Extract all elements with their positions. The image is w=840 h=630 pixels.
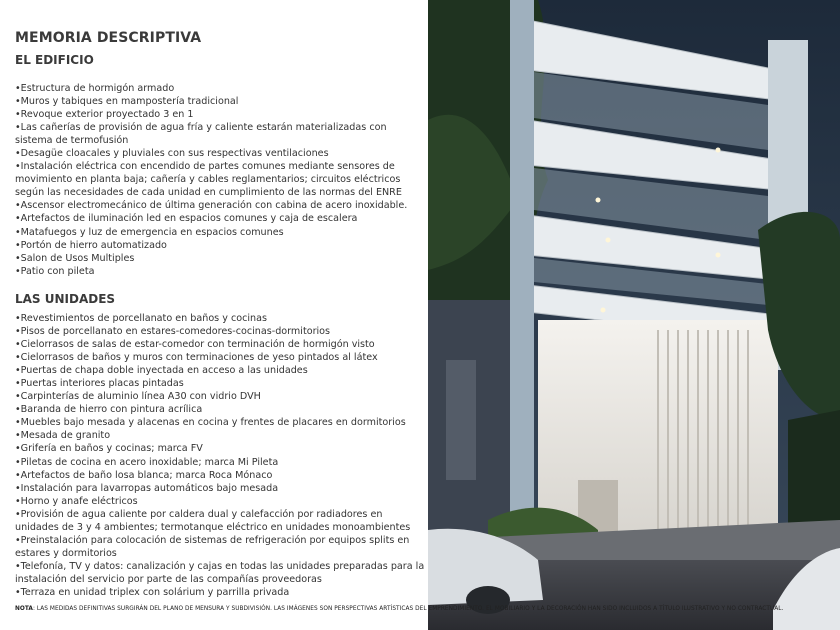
units-item: •Telefonía, TV y datos: canalización y cajas en todas las unidades preparadas para la instalación del servicio por parte de las compañías proveedoras xyxy=(15,560,425,585)
units-item: •Cielorrasos de baños y muros con terminaciones de yeso pintados al látex xyxy=(15,352,378,364)
units-item: •Artefactos de baño losa blanca; marca Roca Mónaco xyxy=(15,469,273,481)
units-item: •Provisión de agua caliente por caldera dual y calefacción por radiadores en unidades de 3 y 4 ambientes; termotanque eléctrico en unidades monoambientes xyxy=(15,508,411,533)
building-item: •Artefactos de iluminación led en espacios comunes y caja de escalera xyxy=(15,213,358,225)
page-title: MEMORIA DESCRIPTIVA xyxy=(15,30,202,46)
building-item: •Estructura de hormigón armado xyxy=(15,83,175,94)
units-item: •Piletas de cocina en acero inoxidable; marca Mi Pileta xyxy=(15,456,279,468)
building-item: •Ascensor electromecánico de última generación con cabina de acero inoxidable. xyxy=(15,200,408,212)
units-item: •Grifería en baños y cocinas; marca FV xyxy=(15,443,203,455)
building-item: •Patio con pileta xyxy=(15,265,95,277)
building-item: •Desagüe cloacales y pluviales con sus respectivas ventilaciones xyxy=(15,148,329,160)
building-item: •Muros y tabiques en mampostería tradicional xyxy=(15,96,239,108)
units-item: •Puertas interiores placas pintadas xyxy=(15,378,184,390)
units-item: •Carpinterías de aluminio línea A30 con vidrio DVH xyxy=(15,391,261,403)
building-list xyxy=(15,82,425,278)
building-rendering xyxy=(428,0,840,630)
units-item: •Horno y anafe eléctricos xyxy=(15,495,138,507)
building-item: •Las cañerías de provisión de agua fría y caliente estarán materializadas con sistema de termofusión xyxy=(15,122,387,147)
units-heading: LAS UNIDADES xyxy=(15,292,116,306)
units-item: •Muebles bajo mesada y alacenas en cocina y frentes de placares en dormitorios xyxy=(15,417,406,429)
building-item: •Portón de hierro automatizado xyxy=(15,239,167,251)
units-item: •Pisos de porcellanato en estares-comedores-cocinas-dormitorios xyxy=(15,326,331,338)
note-text: : LAS MEDIDAS DEFINITIVAS SURGIRÁN DEL PLANO DE MENSURA Y SUBDIVISIÓN. LAS IMÁGENES SON PERSPECTIVAS ARTÍSTICAS DEL EMPRENDIMIENTO. EL MOBILIARIO Y LA DECORACIÓN HAN SIDO INCLUIDOS A TÍTULO ILUSTRATIVO Y NO CONTRACTUAL. xyxy=(32,606,784,612)
legal-note xyxy=(15,606,835,612)
units-item: •Baranda de hierro con pintura acrílica xyxy=(15,404,203,416)
building-item: •Matafuegos y luz de emergencia en espacios comunes xyxy=(15,226,284,238)
units-item: •Mesada de granito xyxy=(15,430,111,442)
building-item: •Salon de Usos Multiples xyxy=(15,252,135,264)
building-item: •Instalación eléctrica con encendido de partes comunes mediante sensores de movimiento en planta baja; cañería y cables reglamentarios; circuitos eléctricos según las necesidades de cada unidad en cumplimiento de las normas del ENRE xyxy=(15,161,402,199)
building-heading: EL EDIFICIO xyxy=(15,53,94,67)
units-list xyxy=(15,312,425,599)
units-item: •Instalación para lavarropas automáticos bajo mesada xyxy=(15,482,279,494)
note-label: NOTA xyxy=(15,606,33,612)
units-item: •Puertas de chapa doble inyectada en acceso a las unidades xyxy=(15,365,308,377)
building-item: •Revoque exterior proyectado 3 en 1 xyxy=(15,109,194,121)
units-item: •Cielorrasos de salas de estar-comedor con terminación de hormigón visto xyxy=(15,339,375,351)
units-item: •Terraza en unidad triplex con solárium y parrilla privada xyxy=(15,586,290,598)
units-item: •Revestimientos de porcellanato en baños y cocinas xyxy=(15,313,268,324)
units-item: •Preinstalación para colocación de sistemas de refrigeración por equipos splits en estares y dormitorios xyxy=(15,534,410,559)
